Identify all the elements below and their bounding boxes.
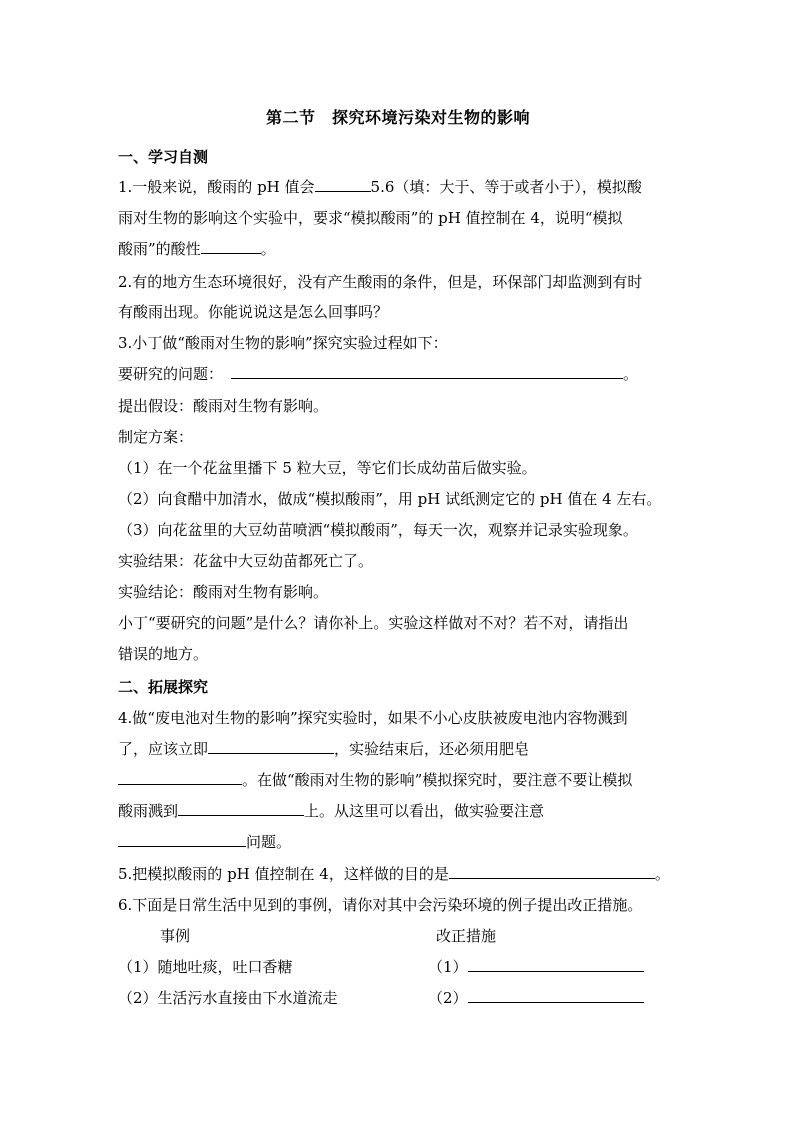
- q3-problem-line: [118, 363, 638, 384]
- q3-plan-label: 制定方案：: [118, 428, 194, 446]
- q3-problem-label: 要研究的问题：: [118, 365, 224, 383]
- q3-conclusion: 实验结论：酸雨对生物有影响。: [118, 583, 329, 601]
- q2-line1: 2.有的地方生态环境很好，没有产生酸雨的条件，但是，环保部门却监测到有时: [118, 273, 643, 291]
- q1-line2: 雨对生物的影响这个实验中，要求“模拟酸雨”的 pH 值控制在 4，说明“模拟: [118, 209, 623, 227]
- q4-text-b: ，实验结束后，还必须用肥皂: [334, 740, 530, 758]
- q3-ask-line1: 小丁“要研究的问题”是什么？请你补上。实验这样做对不对？若不对，请指出: [118, 614, 629, 632]
- q4-text-f: 问题。: [246, 833, 292, 851]
- q1-blank-2[interactable]: [201, 239, 261, 254]
- q1-line3: [118, 238, 276, 259]
- q1-text-a: 1.一般来说，酸雨的 pH 值会: [118, 178, 315, 196]
- section-heading-extension: 二、拓展探究: [118, 678, 209, 696]
- page-title: 第二节 探究环境污染对生物的影响: [265, 108, 530, 127]
- q4-blank-1[interactable]: [208, 739, 334, 754]
- q4-text-e: 上。从这里可以看出，做实验要注意: [304, 802, 545, 820]
- worksheet-page: [118, 0, 678, 1123]
- q6-col-fix: 改正措施: [436, 927, 497, 945]
- q3-hypothesis: 提出假设：酸雨对生物有影响。: [118, 397, 329, 415]
- q1-blank-1[interactable]: [315, 177, 371, 192]
- q1-line1: [118, 176, 642, 197]
- q4-line3: [118, 769, 632, 790]
- q6-row-2-blank[interactable]: [468, 988, 644, 1003]
- q5-text-b: 。: [654, 865, 670, 883]
- q4-blank-3[interactable]: [178, 801, 304, 816]
- q3-problem-blank[interactable]: [231, 364, 623, 379]
- q6-row-1-answer: [428, 956, 644, 977]
- q6-row-1-blank[interactable]: [468, 957, 644, 972]
- q6-row-2-example: （2）生活污水直接由下水道流走: [118, 989, 338, 1007]
- q1-text-c: 酸雨”的酸性: [118, 240, 201, 258]
- q4-line2: [118, 738, 529, 759]
- q3-result: 实验结果：花盆中大豆幼苗都死亡了。: [118, 552, 374, 570]
- q2-line2: 有酸雨出现。你能说说这是怎么回事吗？: [118, 303, 389, 321]
- q3-step-1: （1）在一个花盆里播下 5 粒大豆，等它们长成幼苗后做实验。: [118, 459, 537, 477]
- q1-text-d: 。: [260, 240, 276, 258]
- q3-step-2: （2）向食醋中加清水，做成“模拟酸雨”，用 pH 试纸测定它的 pH 值在 4 左右。: [118, 490, 662, 508]
- q6-intro: 6.下面是日常生活中见到的事例，请你对其中会污染环境的例子提出改正措施。: [118, 896, 643, 914]
- q3-ask-line2: 错误的地方。: [118, 645, 209, 663]
- q6-row-2-num: （2）: [428, 989, 468, 1007]
- q4-blank-2[interactable]: [118, 770, 242, 785]
- q4-text-a: 了，应该立即: [118, 740, 209, 758]
- q4-line4: [118, 800, 544, 821]
- q4-text-d: 酸雨溅到: [118, 802, 179, 820]
- q4-line1: 4.做“废电池对生物的影响”探究实验时，如果不小心皮肤被废电池内容物溅到: [118, 709, 628, 727]
- q6-col-example: 事例: [160, 927, 191, 945]
- section-heading-self-test: 一、学习自测: [118, 148, 209, 166]
- q1-text-b: 5.6（填：大于、等于或者小于），模拟酸: [370, 178, 642, 196]
- q3-step-3: （3）向花盆里的大豆幼苗喷洒“模拟酸雨”，每天一次，观察并记录实验现象。: [118, 521, 638, 539]
- q6-row-1-example: （1）随地吐痰，吐口香糖: [118, 958, 293, 976]
- q4-line5: [118, 831, 291, 852]
- q3-problem-end: 。: [623, 365, 639, 383]
- q5-text-a: 5.把模拟酸雨的 pH 值控制在 4，这样做的目的是: [118, 865, 449, 883]
- q6-row-1-num: （1）: [428, 958, 468, 976]
- q4-blank-4[interactable]: [118, 832, 246, 847]
- q5-line: [118, 863, 670, 884]
- q5-blank[interactable]: [449, 864, 655, 879]
- q3-intro: 3.小丁做“酸雨对生物的影响”探究实验过程如下：: [118, 334, 448, 352]
- q4-text-c: 。在做“酸雨对生物的影响”模拟探究时，要注意不要让模拟: [242, 771, 633, 789]
- q6-row-2-answer: [428, 987, 644, 1008]
